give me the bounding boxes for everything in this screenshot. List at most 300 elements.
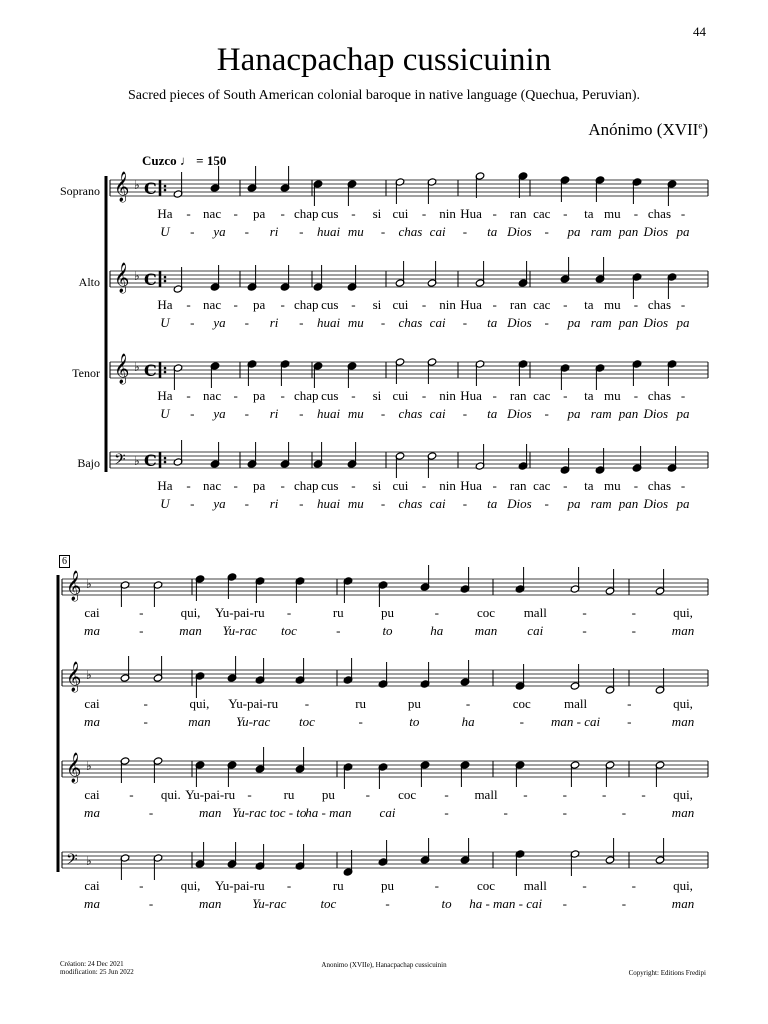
lyric-syllable: - (631, 878, 636, 893)
lyric-syllable: - (680, 478, 686, 493)
lyric-syllable: - (465, 696, 471, 711)
lyric-syllable: - (299, 406, 304, 421)
lyric-syllable: - (129, 787, 134, 802)
lyric-syllable: cac (533, 206, 551, 221)
lyric-syllable: nin (439, 297, 456, 312)
lyric-syllable: mall (523, 605, 547, 620)
lyric-syllable: qui. (160, 787, 181, 802)
lyric-syllable: man (179, 623, 202, 638)
lyric-syllable: chas (647, 478, 672, 493)
lyric-syllable: qui, (673, 696, 693, 711)
treble-clef-icon: 𝄞 (66, 662, 82, 692)
lyric-syllable: ru (283, 787, 295, 802)
lyric-syllable: - (280, 388, 285, 403)
lyric-syllable: man (198, 896, 222, 911)
lyric-syllable: qui, (180, 605, 201, 620)
lyric-syllable: qui, (673, 787, 693, 802)
lyric-syllable: chap (293, 388, 319, 403)
lyric-syllable: - (444, 805, 449, 820)
lyric-syllable: chap (293, 478, 319, 493)
lyric-syllable: mu (604, 206, 621, 221)
lyric-syllable: man (671, 623, 695, 638)
lyric-syllable: nac (203, 478, 222, 493)
lyric-syllable: - (280, 478, 285, 493)
lyric-syllable: Ha (157, 388, 173, 403)
lyric-syllable: - (280, 206, 285, 221)
lyric-syllable: - (434, 878, 439, 893)
lyric-syllable: ma (84, 896, 100, 911)
lyric-syllable: Dios (643, 224, 669, 239)
lyric-syllable: chas (398, 496, 423, 511)
lyric-syllable: - (186, 206, 191, 221)
lyric-syllable: ta (487, 224, 498, 239)
lyric-syllable: cac (533, 478, 551, 493)
lyric-syllable: ma (84, 714, 100, 729)
lyric-syllable: cac (533, 297, 551, 312)
lyric-syllable: pu (321, 787, 335, 802)
lyric-syllable: ran (509, 297, 527, 312)
lyric-syllable: - (544, 224, 549, 239)
lyric-syllable: - (244, 224, 249, 239)
lyric-syllable: cai (84, 878, 100, 893)
bass-clef-icon: 𝄢 (114, 451, 126, 472)
lyric-syllable: ri (269, 315, 279, 330)
lyric-syllable: - (680, 206, 686, 221)
lyric-syllable: pan (618, 315, 639, 330)
flat-key-signature-icon: ♭ (86, 668, 92, 682)
lyric-syllable: huai (317, 496, 341, 511)
lyric-syllable: - (148, 896, 154, 911)
lyric-syllable: - (139, 878, 144, 893)
lyric-syllable: man - cai (550, 714, 601, 729)
lyric-syllable: cai (429, 496, 446, 511)
lyric-syllable: man (671, 896, 695, 911)
tempo-label: Cuzco (142, 153, 177, 168)
lyric-syllable: cai (429, 406, 446, 421)
lyric-syllable: - (143, 696, 148, 711)
lyric-syllable: Yu-pai-ru (214, 878, 265, 893)
flat-key-signature-icon: ♭ (134, 178, 140, 192)
lyric-syllable: - (421, 478, 427, 493)
lyric-syllable: nac (203, 206, 222, 221)
lyric-syllable: man (188, 714, 211, 729)
lyric-syllable: ta (487, 315, 498, 330)
lyric-syllable: Dios (507, 315, 532, 330)
lyric-syllable: chap (293, 206, 319, 221)
lyric-syllable: cus (321, 297, 339, 312)
flat-key-signature-icon: ♭ (86, 759, 92, 773)
lyric-syllable: - (380, 315, 386, 330)
quarter-note-icon: ♩ (179, 153, 193, 168)
lyric-syllable: Yu-pai-ru (228, 696, 279, 711)
lyric-syllable: man (671, 714, 695, 729)
lyric-syllable: - (434, 605, 439, 620)
bass-clef-icon: 𝄢 (66, 851, 78, 872)
lyric-syllable: to (441, 896, 452, 911)
lyric-syllable: Yu-rac toc - to (232, 805, 307, 820)
lyric-syllable: - (633, 206, 639, 221)
lyric-syllable: - (190, 406, 195, 421)
lyric-syllable: - (299, 224, 304, 239)
lyric-syllable: ram (590, 224, 612, 239)
common-time-icon: C (144, 179, 157, 198)
lyric-syllable: - (186, 478, 191, 493)
flat-key-signature-icon: ♭ (134, 454, 140, 468)
lyric-syllable: mu (604, 388, 621, 403)
lyric-syllable: pa (676, 496, 690, 511)
lyric-syllable: pu (381, 605, 394, 620)
lyric-syllable: - (380, 224, 386, 239)
lyric-syllable: huai (317, 224, 341, 239)
lyric-syllable: - (299, 496, 304, 511)
lyric-syllable: cus (321, 206, 339, 221)
lyric-syllable: Dios (507, 224, 532, 239)
lyric-syllable: Dios (643, 406, 669, 421)
lyric-syllable: - (562, 805, 567, 820)
lyric-syllable: - (602, 787, 607, 802)
lyric-syllable: Dios (643, 496, 669, 511)
lyric-syllable: ri (269, 406, 279, 421)
lyric-syllable: coc (476, 878, 496, 893)
repeat-dot (164, 185, 167, 188)
lyric-syllable: - (633, 388, 639, 403)
lyric-syllable: ha (430, 623, 444, 638)
flat-key-signature-icon: ♭ (86, 854, 92, 868)
lyric-syllable: - (582, 623, 587, 638)
lyric-syllable: mu (604, 297, 621, 312)
lyric-syllable: - (462, 315, 468, 330)
lyric-syllable: ya (213, 315, 226, 330)
lyric-syllable: - (244, 496, 249, 511)
treble-clef-icon: 𝄞 (66, 753, 82, 783)
lyric-syllable: - (582, 878, 587, 893)
lyric-syllable: - (280, 297, 285, 312)
tempo-value: = 150 (196, 153, 227, 168)
lyric-syllable: U (160, 496, 170, 511)
lyric-syllable: qui, (180, 878, 201, 893)
lyric-syllable: mu (347, 315, 364, 330)
lyric-syllable: - (633, 478, 639, 493)
lyric-syllable: - (680, 388, 686, 403)
repeat-dot (164, 280, 167, 283)
lyric-syllable: - (286, 605, 292, 620)
lyric-syllable: - (519, 714, 524, 729)
lyric-syllable: coc (398, 787, 417, 802)
lyric-syllable: cui (392, 478, 409, 493)
lyric-syllable: huai (317, 406, 341, 421)
footer-creation: Création: 24 Dec 2021 (60, 960, 124, 968)
lyric-syllable: - (462, 224, 468, 239)
lyric-syllable: mu (347, 406, 364, 421)
lyric-syllable: qui, (673, 878, 693, 893)
lyric-syllable: ha - man (305, 805, 352, 820)
lyric-syllable: toc (298, 714, 315, 729)
lyric-syllable: pa (567, 224, 581, 239)
lyric-syllable: ran (509, 206, 527, 221)
flat-key-signature-icon: ♭ (134, 360, 140, 374)
lyric-syllable: cus (321, 478, 339, 493)
lyric-syllable: - (233, 478, 238, 493)
lyric-syllable: - (492, 478, 497, 493)
lyric-syllable: cai (429, 315, 446, 330)
lyric-syllable: ta (584, 388, 594, 403)
lyric-syllable: si (372, 478, 382, 493)
lyric-syllable: toc (320, 896, 337, 911)
lyric-syllable: - (631, 623, 636, 638)
lyric-syllable: pa (676, 406, 690, 421)
measure-number: 6 (59, 555, 70, 568)
lyric-syllable: - (233, 206, 238, 221)
lyric-syllable: cai (84, 696, 100, 711)
lyric-syllable: - (190, 224, 195, 239)
lyric-syllable: chas (398, 315, 423, 330)
lyric-syllable: - (186, 297, 191, 312)
common-time-icon: C (144, 361, 157, 380)
lyric-syllable: si (372, 206, 382, 221)
lyric-syllable: - (286, 878, 292, 893)
lyric-syllable: pa (567, 315, 581, 330)
lyric-syllable: - (421, 297, 427, 312)
lyric-syllable: ram (590, 496, 612, 511)
lyric-syllable: - (351, 388, 356, 403)
lyric-syllable: nin (439, 388, 456, 403)
lyric-syllable: pa (253, 297, 266, 312)
flat-key-signature-icon: ♭ (86, 577, 92, 591)
composer-close: ) (702, 120, 708, 139)
lyric-syllable: - (523, 787, 528, 802)
lyric-syllable: nac (203, 388, 222, 403)
lyric-syllable: ram (590, 315, 612, 330)
lyric-syllable: - (365, 787, 370, 802)
lyric-syllable: - (562, 896, 567, 911)
treble-clef-icon: 𝄞 (114, 354, 130, 384)
lyric-syllable: man (671, 805, 695, 820)
repeat-dot (164, 461, 167, 464)
lyric-syllable: Ha (157, 478, 173, 493)
lyric-syllable: - (544, 496, 549, 511)
lyric-syllable: ta (584, 478, 594, 493)
lyric-syllable: - (563, 206, 568, 221)
lyric-syllable: ran (509, 478, 527, 493)
lyric-syllable: chas (398, 224, 423, 239)
lyric-syllable: - (143, 714, 148, 729)
lyric-syllable: - (351, 297, 356, 312)
lyric-syllable: - (562, 787, 567, 802)
lyric-syllable: ya (213, 406, 226, 421)
lyric-syllable: - (544, 406, 549, 421)
lyric-syllable: mall (523, 878, 547, 893)
lyric-syllable: ta (487, 406, 498, 421)
lyric-syllable: qui, (673, 605, 693, 620)
lyric-syllable: ma (84, 805, 100, 820)
flat-key-signature-icon: ♭ (134, 269, 140, 283)
treble-clef-icon: 𝄞 (114, 263, 130, 293)
lyric-syllable: nin (439, 478, 456, 493)
lyric-syllable: huai (317, 315, 341, 330)
lyric-syllable: - (186, 388, 191, 403)
voice-label-bajo: Bajo (77, 456, 100, 470)
lyric-syllable: coc (476, 605, 496, 620)
lyric-syllable: cac (533, 388, 551, 403)
lyric-syllable: - (233, 297, 238, 312)
lyric-syllable: cai (527, 623, 544, 638)
lyric-syllable: - (680, 297, 686, 312)
lyric-syllable: - (380, 406, 386, 421)
lyric-syllable: - (380, 496, 386, 511)
lyric-syllable: - (641, 787, 646, 802)
lyric-syllable: to (409, 714, 420, 729)
lyric-syllable: - (244, 406, 249, 421)
lyric-syllable: - (492, 297, 497, 312)
lyric-syllable: chas (398, 406, 423, 421)
lyric-syllable: U (160, 224, 170, 239)
lyric-syllable: si (372, 388, 382, 403)
lyric-syllable: ri (269, 224, 279, 239)
repeat-dot (164, 371, 167, 374)
lyric-syllable: - (351, 478, 356, 493)
lyric-syllable: Hua (460, 478, 482, 493)
lyric-syllable: mu (347, 496, 364, 511)
lyric-syllable: toc (281, 623, 297, 638)
lyric-syllable: Hua (460, 297, 482, 312)
lyric-syllable: - (351, 206, 356, 221)
lyric-syllable: chas (647, 388, 672, 403)
lyric-syllable: ru (332, 878, 344, 893)
repeat-dot (164, 367, 167, 370)
lyric-syllable: - (190, 496, 195, 511)
lyric-syllable: - (190, 315, 195, 330)
lyric-syllable: pan (618, 224, 639, 239)
voice-label-soprano: Soprano (60, 184, 100, 198)
treble-clef-icon: 𝄞 (66, 571, 82, 601)
lyric-syllable: ha - man - cai (469, 896, 543, 911)
lyric-syllable: Ha (157, 297, 173, 312)
lyric-syllable: ya (213, 224, 226, 239)
lyric-syllable: mall (563, 696, 588, 711)
lyric-syllable: U (160, 315, 170, 330)
lyric-syllable: pan (618, 496, 639, 511)
lyric-syllable: mall (474, 787, 498, 802)
lyric-syllable: Yu-rac (222, 623, 257, 638)
lyric-syllable: - (299, 315, 304, 330)
lyric-syllable: cui (392, 206, 409, 221)
voice-label-tenor: Tenor (72, 366, 100, 380)
lyric-syllable: - (631, 605, 636, 620)
lyric-syllable: - (633, 297, 639, 312)
piece-title: Hanacpachap cussicuinin (216, 42, 552, 78)
lyric-syllable: - (621, 805, 627, 820)
lyric-syllable: - (627, 696, 632, 711)
lyric-syllable: Yu-rac (236, 714, 271, 729)
lyric-syllable: nin (439, 206, 456, 221)
lyric-syllable: - (247, 787, 252, 802)
lyric-syllable: ran (509, 388, 527, 403)
lyric-syllable: - (582, 605, 587, 620)
lyric-syllable: cai (84, 787, 100, 802)
footer-center: Anonimo (XVIIe), Hanacpachap cussicuinin (321, 961, 447, 969)
lyric-syllable: - (421, 206, 427, 221)
lyric-syllable: - (544, 315, 549, 330)
lyric-syllable: pa (253, 206, 266, 221)
lyric-syllable: pa (567, 406, 581, 421)
lyric-syllable: Yu-rac (252, 896, 287, 911)
lyric-syllable: Dios (507, 406, 532, 421)
lyric-syllable: Ha (157, 206, 173, 221)
lyric-syllable: - (444, 787, 449, 802)
lyric-syllable: pa (676, 224, 690, 239)
lyric-syllable: si (372, 297, 382, 312)
common-time-icon: C (144, 270, 157, 289)
voice-label-alto: Alto (78, 275, 100, 289)
lyric-syllable: ha (461, 714, 475, 729)
lyric-syllable: ma (84, 623, 100, 638)
lyric-syllable: pa (253, 388, 266, 403)
lyric-syllable: ta (487, 496, 498, 511)
lyric-syllable: pu (407, 696, 421, 711)
lyric-syllable: - (492, 388, 497, 403)
footer-copyright: Copyright: Editions Fredipi (628, 969, 706, 977)
lyric-syllable: ru (355, 696, 367, 711)
lyric-syllable: cai (84, 605, 100, 620)
lyric-syllable: to (382, 623, 393, 638)
piece-subtitle: Sacred pieces of South American colonial baroque in native language (Quechua, Peruvian). (128, 88, 640, 103)
lyric-syllable: pa (567, 496, 581, 511)
repeat-dot (164, 189, 167, 192)
lyric-syllable: - (492, 206, 497, 221)
lyric-syllable: cai (379, 805, 396, 820)
lyric-syllable: Yu-pai-ru (185, 787, 236, 802)
lyric-syllable: ru (332, 605, 344, 620)
lyric-syllable: - (233, 388, 238, 403)
lyric-syllable: chap (293, 297, 319, 312)
lyric-syllable: Dios (507, 496, 532, 511)
lyric-syllable: Hua (460, 206, 482, 221)
lyric-syllable: man (474, 623, 498, 638)
lyric-syllable: mu (604, 478, 621, 493)
lyric-syllable: - (503, 805, 508, 820)
lyric-syllable: - (563, 478, 568, 493)
lyric-syllable: ri (269, 496, 279, 511)
lyric-syllable: - (148, 805, 154, 820)
lyric-syllable: pa (253, 478, 266, 493)
lyric-syllable: ya (213, 496, 226, 511)
lyric-syllable: ta (584, 206, 594, 221)
lyric-syllable: man (198, 805, 222, 820)
lyric-syllable: - (563, 388, 568, 403)
lyric-syllable: ram (590, 406, 612, 421)
lyric-syllable: cui (392, 297, 409, 312)
composer-name: Anónimo (XVII (588, 120, 699, 139)
lyric-syllable: pu (381, 878, 394, 893)
lyric-syllable: - (563, 297, 568, 312)
lyric-syllable: cui (392, 388, 409, 403)
lyric-syllable: mu (347, 224, 364, 239)
lyric-syllable: qui, (189, 696, 210, 711)
lyric-syllable: - (421, 388, 427, 403)
lyric-syllable: Yu-pai-ru (214, 605, 265, 620)
lyric-syllable: U (160, 406, 170, 421)
common-time-icon: C (144, 451, 157, 470)
lyric-syllable: nac (203, 297, 222, 312)
lyric-syllable: chas (647, 206, 672, 221)
footer-modification: modification: 25 Jun 2022 (60, 968, 134, 976)
page-number: 44 (693, 24, 706, 39)
lyric-syllable: pa (676, 315, 690, 330)
lyric-syllable: coc (512, 696, 531, 711)
lyric-syllable: cus (321, 388, 339, 403)
lyric-syllable: - (336, 623, 341, 638)
lyric-syllable: - (621, 896, 627, 911)
